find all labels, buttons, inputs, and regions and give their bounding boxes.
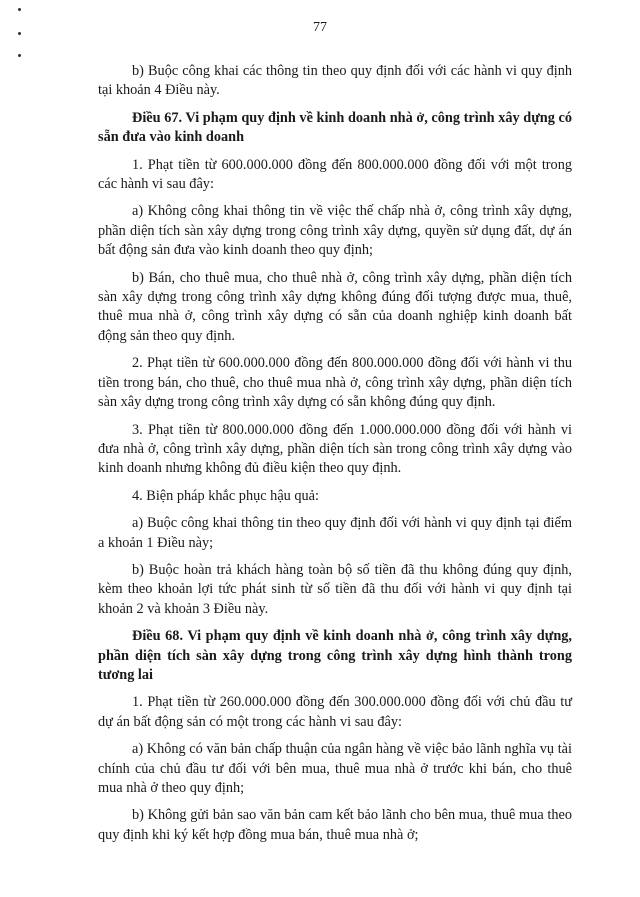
article-67-heading: Điều 67. Vi phạm quy định về kinh doanh nhà ở, công trình xây dựng có sẵn đưa vào kinh doanh xyxy=(98,109,572,146)
document-body xyxy=(98,62,572,853)
article-67-clause-4a: a) Buộc công khai thông tin theo quy định đối với hành vi quy định tại điểm a khoản 1 Điều này; xyxy=(98,515,572,551)
page-number: 77 xyxy=(313,20,327,35)
article-67-clause-3: 3. Phạt tiền từ 800.000.000 đồng đến 1.000.000.000 đồng đối với hành vi đưa nhà ở, công trình xây dựng, phần diện tích sàn trong công trình xây dựng vào kinh doanh nhưng không đủ điều kiện theo quy định. xyxy=(98,421,572,477)
article-67-clause-4: 4. Biện pháp khắc phục hậu quả: xyxy=(132,487,319,504)
article-68-clause-1b: b) Không gửi bản sao văn bản cam kết bảo lãnh cho bên mua, thuê mua theo quy định khi ký kết hợp đồng mua bán, thuê mua nhà ở; xyxy=(98,807,572,843)
article-67-clause-4b: b) Buộc hoàn trả khách hàng toàn bộ số tiền đã thu không đúng quy định, kèm theo khoản lợi tức phát sinh từ số tiền đã thu đối với hành vi quy định tại khoản 2 và khoản 3 Điều này. xyxy=(98,561,572,617)
article-67-clause-1: 1. Phạt tiền từ 600.000.000 đồng đến 800.000.000 đồng đối với một trong các hành vi sau đây: xyxy=(98,156,572,193)
article-67-clause-1a: a) Không công khai thông tin về việc thế chấp nhà ở, công trình xây dựng, phần diện tích sàn xây dựng trong công trình xây dựng, quyền sử dụng đất, dự án bất động sản đưa vào kinh doanh theo quy định; xyxy=(98,203,572,259)
article-68-clause-1a: a) Không có văn bản chấp thuận của ngân hàng về việc bảo lãnh nghĩa vụ tài chính của chủ đầu tư đối với bên mua, thuê mua nhà ở trước khi bán, cho thuê mua nhà ở theo quy định; xyxy=(98,741,572,796)
article-67-clause-1b: b) Bán, cho thuê mua, cho thuê nhà ở, công trình xây dựng, phần diện tích sàn xây dựng trong công trình xây dựng không đúng đối tượng được mua, thuê, thuê mua nhà ở, công trình xây dựng có sẵn của doanh nghiệp kinh doanh bất động sản theo quy định. xyxy=(98,269,572,344)
paragraph-b-public-info: b) Buộc công khai các thông tin theo quy định đối với các hành vi quy định tại khoản 4 Điều này. xyxy=(98,63,572,99)
article-67-clause-2: 2. Phạt tiền từ 600.000.000 đồng đến 800.000.000 đồng đối với hành vi thu tiền trong bán, cho thuê, cho thuê mua nhà ở, công trình xây dựng, phần diện tích sàn xây dựng trong công trình xây dựng có sẵn không đúng quy định. xyxy=(98,355,572,411)
article-68-clause-1: 1. Phạt tiền từ 260.000.000 đồng đến 300.000.000 đồng đối với chủ đầu tư dự án bất động sản có một trong các hành vi sau đây: xyxy=(98,694,572,730)
article-68-heading: Điều 68. Vi phạm quy định về kinh doanh nhà ở, công trình xây dựng, phần diện tích sàn xây dựng trong công trình xây dựng hình thành trong tương lai xyxy=(98,628,572,683)
